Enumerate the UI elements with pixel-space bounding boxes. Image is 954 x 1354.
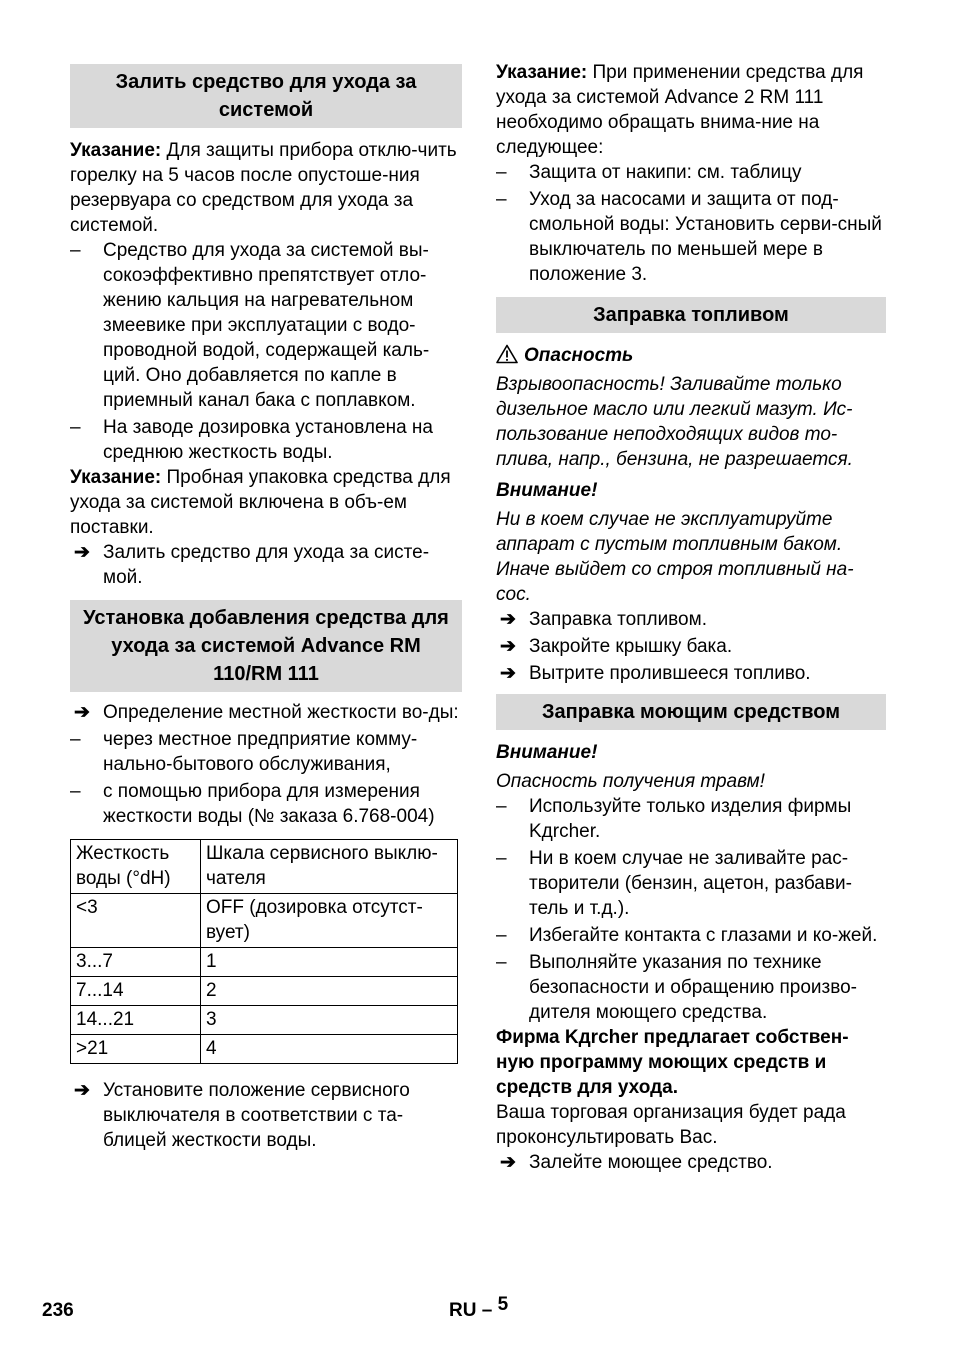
- page-language-index: RU – 5: [449, 1294, 509, 1321]
- table-row: [71, 948, 458, 977]
- note-paragraph: Указание: Пробная упаковка средства для ухода за системой включена в объ-ем поставки.: [70, 467, 451, 538]
- table-row: [71, 1006, 458, 1035]
- list-item: – Используйте только изделия фирмы Kдrcher.: [496, 796, 852, 842]
- table-cell: 7...14: [71, 977, 201, 1006]
- table-row: [71, 1035, 458, 1064]
- consult-paragraph: Ваша торговая организация будет рада проконсультировать Вас.: [496, 1102, 846, 1148]
- table-cell: 2: [201, 977, 458, 1006]
- table-cell: <3: [71, 894, 201, 948]
- list-item: – На заводе дозировка установлена на среднюю жесткость воды.: [70, 417, 433, 463]
- table-cell: 1: [201, 948, 458, 977]
- step-item: ➔ Заправка топливом.: [500, 609, 707, 630]
- table-cell: 3...7: [71, 948, 201, 977]
- table-header-cell: Жесткость воды (°dH): [71, 840, 201, 894]
- arrow-icon: ➔: [500, 1152, 516, 1173]
- attention-text: Опасность получения травм!: [496, 771, 765, 792]
- table-cell: 14...21: [71, 1006, 201, 1035]
- arrow-icon: ➔: [74, 702, 90, 723]
- step-item: ➔ Вытрите пролившееся топливо.: [500, 663, 811, 684]
- section-heading-fill-care: Залить средство для ухода за системой: [70, 64, 462, 128]
- table-cell: 4: [201, 1035, 458, 1064]
- arrow-icon: ➔: [74, 1080, 90, 1101]
- list-item: – Средство для ухода за системой вы-сокоэффективно препятствует отло-жению кальция на нагревательном змеевике при эксплуатации с водо-проводной водой, содержащей каль-ций. Оно добавляется по капле в приемный канал бака с поплавком.: [70, 240, 430, 411]
- list-item: – Уход за насосами и защита от под-смольной воды: Установить серви-сный выключатель по меньшей мере в положение 3.: [496, 189, 882, 285]
- program-paragraph: Фирма Kдrcher предлагает собствен-ную программу моющих средств и средств для ухода.: [496, 1027, 849, 1098]
- table-cell: >21: [71, 1035, 201, 1064]
- left-column: [70, 60, 462, 1153]
- table-header-cell: Шкала сервисного выклю-чателя: [201, 840, 458, 894]
- attention-label: Внимание!: [496, 742, 598, 763]
- table-header-row: [71, 840, 458, 894]
- section-heading-detergent: Заправка моющим средством: [496, 694, 886, 730]
- list-item: – через местное предприятие комму-нально-бытового обслуживания,: [70, 729, 418, 775]
- table-cell: 3: [201, 1006, 458, 1035]
- step-item: ➔ Установите положение сервисного выключателя в соответствии с та-блицей жесткости воды.: [74, 1080, 410, 1151]
- arrow-icon: ➔: [500, 636, 516, 657]
- danger-text: Взрывоопасность! Заливайте только дизельное масло или легкий мазут. Ис-пользование неподходящих видов то-плива, напр., бензина, не разрешается.: [496, 374, 853, 470]
- attention-label: Внимание!: [496, 480, 598, 501]
- attention-text: Ни в коем случае не эксплуатируйте аппарат с пустым топливным баком. Иначе выйдет со строя топливный на-сос.: [496, 509, 854, 605]
- warning-triangle-icon: [496, 344, 518, 364]
- list-item: – Избегайте контакта с глазами и ко-жей.: [496, 925, 878, 946]
- arrow-icon: ➔: [74, 542, 90, 563]
- list-item: – Ни в коем случае не заливайте рас-творители (бензин, ацетон, разбави-тель и т.д.).: [496, 848, 852, 919]
- water-hardness-table: [70, 839, 458, 1064]
- list-item: – Защита от накипи: см. таблицу: [496, 162, 802, 183]
- table-cell: OFF (дозировка отсутст-вует): [201, 894, 458, 948]
- right-column: [496, 60, 886, 1175]
- step-item: ➔ Залить средство для ухода за систе-мой.: [74, 542, 430, 588]
- table-row: [71, 894, 458, 948]
- danger-label: Опасность: [496, 343, 886, 368]
- section-heading-install-dosing: Установка добавления средства для ухода за системой Advance RM 110/RM 111: [70, 600, 462, 692]
- section-heading-fuel: Заправка топливом: [496, 297, 886, 333]
- note-paragraph: Указание: При применении средства для ухода за системой Advance 2 RM 111 необходимо обращать внима-ние на следующее:: [496, 62, 864, 158]
- table-row: [71, 977, 458, 1006]
- list-item: – Выполняйте указания по технике безопасности и обращению произво-дителя моющего средства.: [496, 952, 858, 1023]
- arrow-icon: ➔: [500, 609, 516, 630]
- arrow-icon: ➔: [500, 663, 516, 684]
- list-item: – с помощью прибора для измерения жесткости воды (№ заказа 6.768-004): [70, 781, 435, 827]
- page-number: 236: [42, 1300, 74, 1321]
- step-item: ➔ Закройте крышку бака.: [500, 636, 733, 657]
- step-item: ➔ Залейте моющее средство.: [500, 1152, 773, 1173]
- step-item: ➔ Определение местной жесткости во-ды:: [74, 702, 459, 723]
- note-paragraph: Указание: Для защиты прибора отклю-чить горелку на 5 часов после опустоше-ния резервуара со средством для ухода за системой.: [70, 140, 457, 236]
